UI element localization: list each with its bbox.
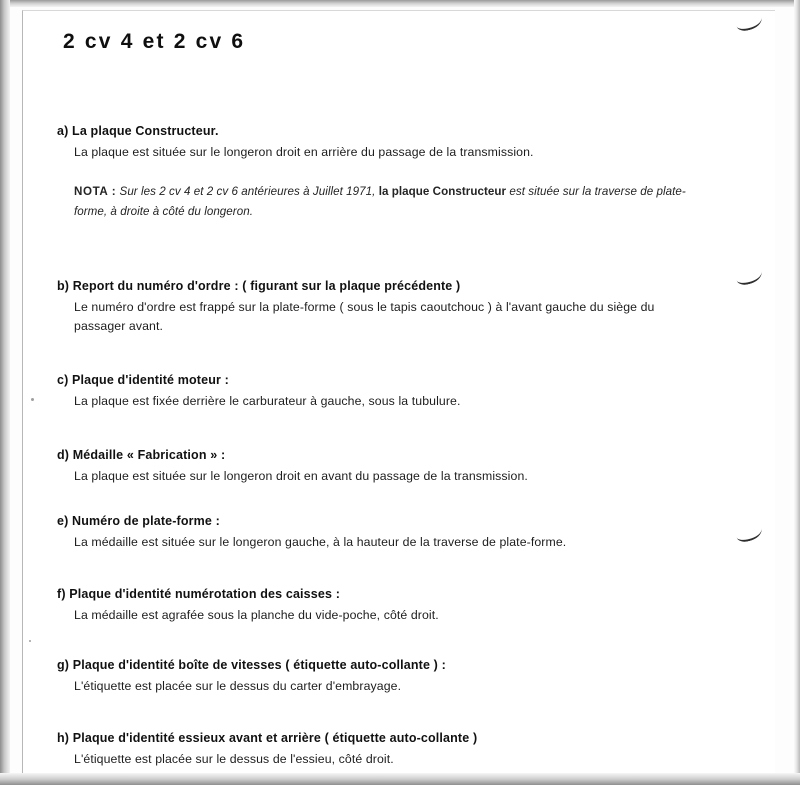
- section-a-marker: a): [57, 124, 69, 138]
- section-e-heading-text: Numéro de plate-forme :: [72, 514, 220, 528]
- section-h-marker: h): [57, 731, 70, 745]
- section-b-body: Le numéro d'ordre est frappé sur la plate-forme ( sous le tapis caoutchouc ) à l'avant gauche du siège du passager avant.: [74, 299, 655, 333]
- section-d-marker: d): [57, 448, 70, 462]
- section-d: [57, 446, 717, 486]
- section-a: [57, 122, 717, 162]
- section-c-body: La plaque est fixée derrière le carburateur à gauche, sous la tubulure.: [74, 393, 461, 408]
- section-h-body: L'étiquette est placée sur le dessus de l'essieu, côté droit.: [74, 751, 394, 766]
- section-h: [57, 729, 717, 769]
- page-curl-mark-icon: [735, 265, 764, 286]
- section-a-heading-text: La plaque Constructeur.: [72, 124, 219, 138]
- section-g: [57, 656, 717, 696]
- section-e-marker: e): [57, 514, 69, 528]
- section-f: [57, 585, 717, 625]
- section-a-body: La plaque est située sur le longeron droit en arrière du passage de la transmission.: [74, 144, 534, 159]
- page-curl-mark-icon: [735, 11, 764, 32]
- section-d-heading-text: Médaille « Fabrication » :: [72, 448, 226, 462]
- section-e-body: La médaille est située sur le longeron gauche, à la hauteur de la traverse de plate-forme.: [74, 534, 567, 549]
- scan-speck: [29, 640, 31, 642]
- nota-block: [74, 182, 714, 221]
- section-h-heading-text: Plaque d'identité essieux avant et arrière ( étiquette auto-collante ): [72, 731, 478, 745]
- section-b-heading: [57, 277, 717, 296]
- section-e: [57, 512, 717, 552]
- section-c: [57, 371, 717, 411]
- scan-speck: [31, 398, 34, 401]
- nota-text-2: est située sur la traverse de plate-forme, à droite à côté du longeron.: [74, 185, 686, 218]
- section-g-body: L'étiquette est placée sur le dessus du carter d'embrayage.: [74, 678, 402, 693]
- section-g-heading-text: Plaque d'identité boîte de vitesses ( étiquette auto-collante ) :: [72, 658, 446, 672]
- section-c-heading-text: Plaque d'identité moteur :: [72, 373, 229, 387]
- section-f-heading-text: Plaque d'identité numérotation des caisses :: [69, 587, 341, 601]
- nota-label: NOTA :: [74, 185, 117, 198]
- section-b: [57, 277, 717, 336]
- section-h-heading: [57, 729, 717, 748]
- section-b-heading-text: Report du numéro d'ordre : ( figurant sur la plaque précédente ): [72, 279, 461, 293]
- section-a-heading: [57, 122, 717, 141]
- section-c-heading: [57, 371, 717, 390]
- nota-text-1: Sur les 2 cv 4 et 2 cv 6 antérieures à Juillet 1971,: [119, 185, 376, 198]
- page-title: 2 cv 4 et 2 cv 6: [63, 30, 246, 53]
- section-e-heading: [57, 512, 717, 531]
- page-curl-mark-icon: [735, 522, 764, 543]
- section-f-heading: [57, 585, 717, 604]
- section-g-marker: g): [57, 658, 70, 672]
- section-f-body: La médaille est agrafée sous la planche du vide-poche, côté droit.: [74, 607, 439, 622]
- nota-text-bold: la plaque Constructeur: [378, 185, 507, 198]
- section-g-heading: [57, 656, 717, 675]
- section-d-body: La plaque est située sur le longeron droit en avant du passage de la transmission.: [74, 468, 528, 483]
- section-c-marker: c): [57, 373, 69, 387]
- section-d-heading: [57, 446, 717, 465]
- section-f-marker: f): [57, 587, 66, 601]
- section-b-marker: b): [57, 279, 70, 293]
